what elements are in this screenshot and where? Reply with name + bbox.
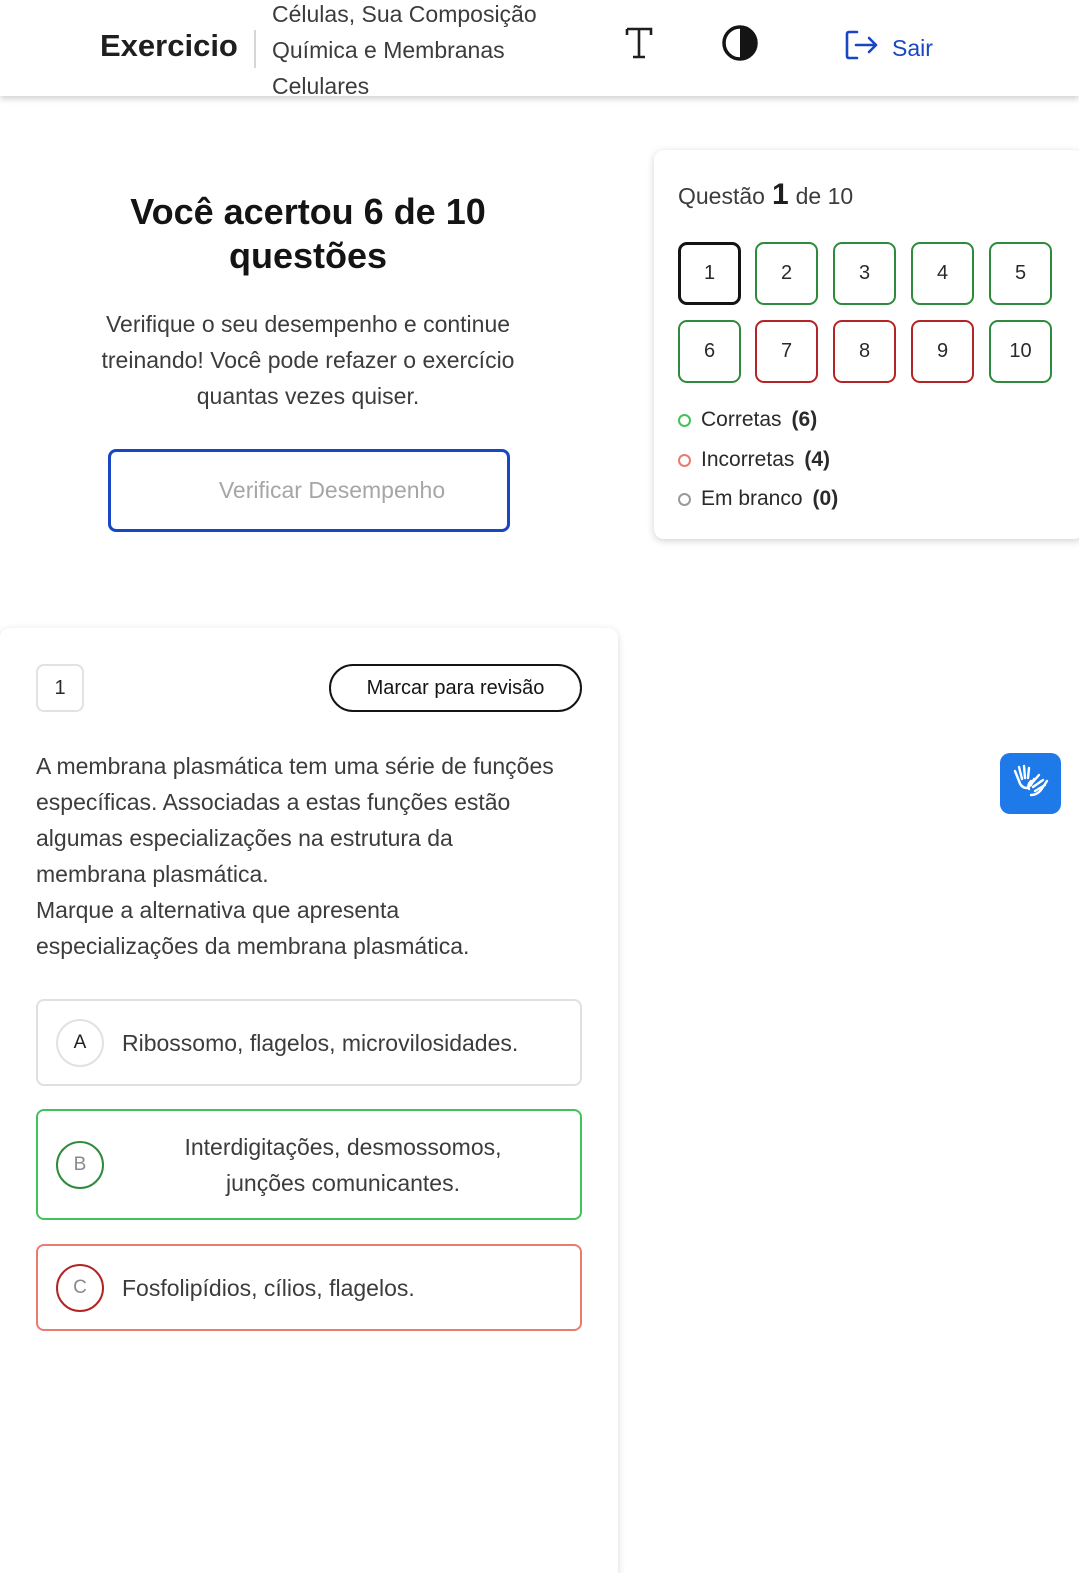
navigator-heading — [678, 178, 853, 212]
app-title: Exercicio — [100, 28, 238, 63]
legend-blank — [678, 487, 838, 511]
legend-correct-count: (6) — [791, 408, 818, 431]
text-size-icon — [624, 26, 654, 65]
question-button-7[interactable] — [755, 320, 818, 383]
navigator-heading-prefix: Questão — [678, 183, 765, 209]
legend-incorrect — [678, 448, 830, 472]
question-button-label: 8 — [858, 340, 871, 362]
legend-incorrect-label: Incorretas — [701, 448, 795, 471]
question-number-badge: 1 — [36, 664, 84, 712]
logout-button[interactable] — [844, 28, 933, 68]
question-button-9[interactable] — [911, 320, 974, 383]
question-button-8[interactable] — [833, 320, 896, 383]
mark-for-review-button[interactable] — [329, 664, 582, 712]
question-statement — [36, 748, 556, 964]
question-button-label: 10 — [1009, 340, 1032, 362]
question-button-label: 7 — [780, 340, 793, 362]
question-button-6[interactable] — [678, 320, 741, 383]
legend-correct-label: Corretas — [701, 408, 782, 431]
legend-incorrect-count: (4) — [804, 448, 831, 471]
question-button-label: 2 — [780, 262, 793, 284]
question-button-10[interactable] — [989, 320, 1052, 383]
contrast-icon — [721, 24, 759, 67]
mark-for-review-label: Marcar para revisão — [366, 676, 545, 699]
question-button-5[interactable] — [989, 242, 1052, 305]
option-text: Ribossomo, flagelos, microvilosidades. — [122, 1029, 519, 1056]
font-size-button[interactable] — [618, 22, 660, 68]
question-button-label: 9 — [936, 340, 949, 362]
legend-incorrect-dot — [678, 454, 691, 467]
option-c[interactable] — [36, 1244, 582, 1331]
question-statement-command: Marque a alternativa que apresenta especializações da membrana plasmática. — [36, 897, 470, 959]
logout-label: Sair — [892, 34, 933, 61]
question-button-label: 3 — [858, 262, 871, 284]
option-b[interactable] — [36, 1109, 582, 1220]
question-navigator — [654, 150, 1079, 539]
option-letter: C — [56, 1264, 104, 1312]
navigator-heading-suffix: de 10 — [795, 183, 854, 209]
question-button-label: 5 — [1014, 262, 1027, 284]
question-button-label: 4 — [936, 262, 949, 284]
result-description: Verifique o seu desempenho e continue treinando! Você pode refazer o exercício quantas vezes quiser. — [101, 311, 515, 409]
header-divider — [254, 30, 256, 68]
question-statement-context: A membrana plasmática tem uma série de funções específicas. Associadas a estas funções estão algumas especializações na estrutura da membrana plasmática. — [36, 753, 554, 887]
logout-icon — [844, 29, 880, 67]
check-performance-button[interactable] — [108, 449, 510, 532]
question-card — [0, 628, 618, 1573]
legend-blank-label: Em branco — [701, 487, 803, 510]
question-button-2[interactable] — [755, 242, 818, 305]
legend-blank-dot — [678, 493, 691, 506]
question-button-3[interactable] — [833, 242, 896, 305]
legend-correct — [678, 408, 817, 432]
option-text: Interdigitações, desmossomos, junções comunicantes. — [184, 1133, 502, 1196]
question-button-label: 1 — [703, 262, 716, 284]
option-a[interactable] — [36, 999, 582, 1086]
exercise-title: Células, Sua Composição Química e Membranas Celulares — [272, 1, 537, 99]
top-header — [0, 0, 1079, 99]
legend-blank-count: (0) — [812, 487, 839, 510]
sign-language-icon — [1011, 761, 1051, 806]
navigator-current-number: 1 — [771, 178, 789, 211]
check-performance-label: Verificar Desempenho — [218, 477, 446, 503]
option-letter: A — [56, 1019, 104, 1067]
option-text: Fosfolipídios, cílios, flagelos. — [122, 1274, 415, 1301]
question-button-label: 6 — [703, 340, 716, 362]
sign-language-button[interactable] — [1000, 753, 1061, 814]
legend-correct-dot — [678, 414, 691, 427]
contrast-button[interactable] — [719, 24, 761, 66]
result-title: Você acertou 6 de 10 questões — [130, 191, 486, 276]
question-button-1[interactable] — [678, 242, 741, 305]
option-letter: B — [56, 1141, 104, 1189]
question-button-4[interactable] — [911, 242, 974, 305]
